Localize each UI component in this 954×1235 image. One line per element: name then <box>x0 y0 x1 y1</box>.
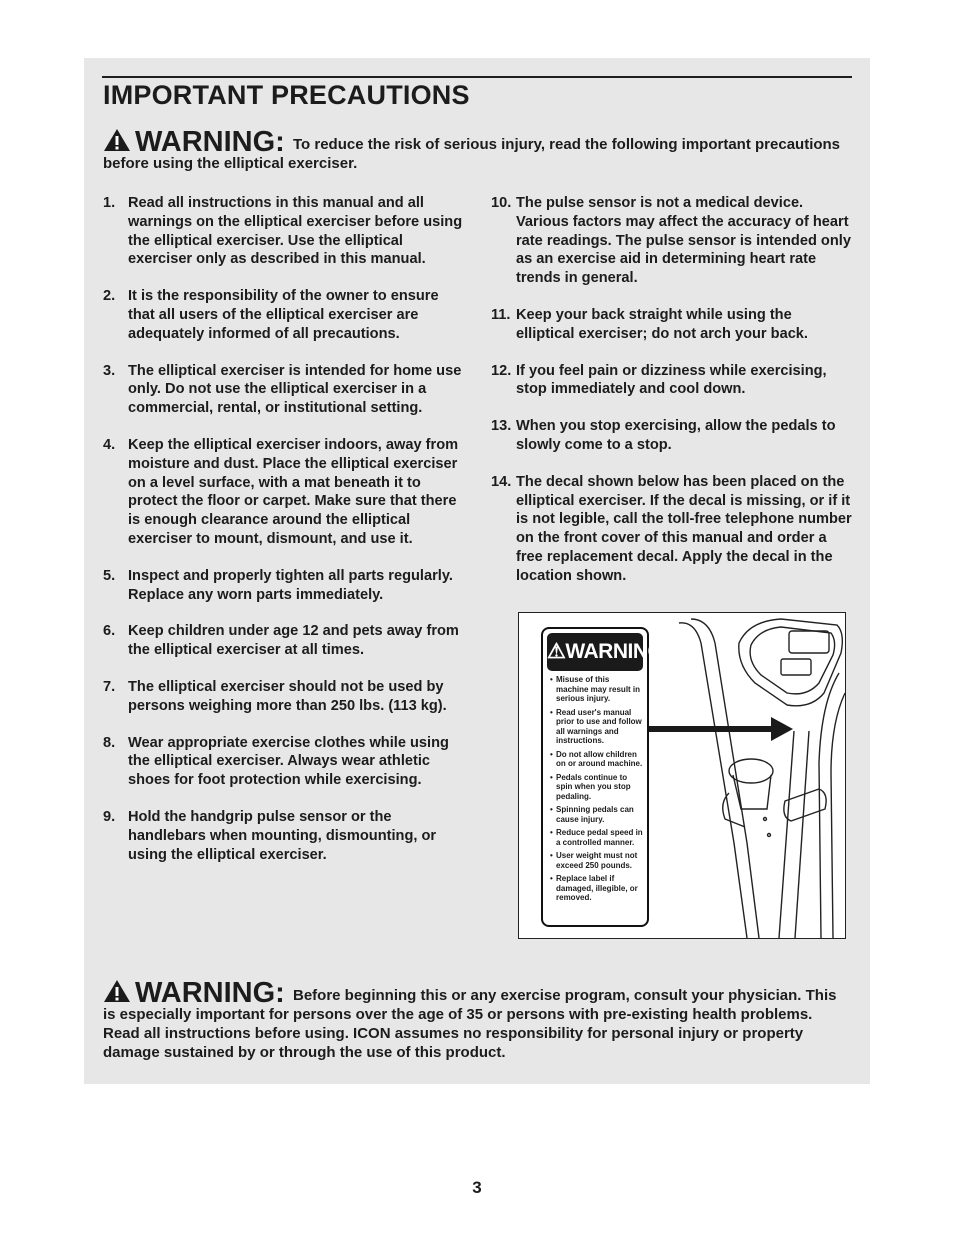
warning-bottom-label: WARNING: <box>135 977 285 1009</box>
precaution-item <box>491 417 853 455</box>
precaution-number: 13. <box>491 418 512 435</box>
page-number: 3 <box>472 1178 482 1197</box>
precaution-text: Hold the handgrip pulse sensor or the handlebars when mounting, dismounting, or using the elliptical exerciser. <box>128 808 437 863</box>
warning-triangle-icon <box>103 979 131 1003</box>
precaution-item <box>103 567 465 605</box>
precaution-item <box>103 287 465 343</box>
precautions-right-column <box>491 194 853 604</box>
precaution-number: 4. <box>103 436 116 453</box>
precautions-left-column <box>103 194 465 882</box>
precaution-text: Keep the elliptical exerciser indoors, away from moisture and dust. Place the elliptical exerciser on a level surface, with a mat beneath it to protect the floor or carpet. Make sure that there is enough clearance around the elliptical exerciser to mount, dismount, and use it. <box>128 436 459 547</box>
precaution-number: 10. <box>491 195 512 211</box>
precaution-number: 9. <box>103 808 116 825</box>
warning-top <box>103 128 853 173</box>
decal-bullet: • Pedals continue to spin when you stop pedaling. <box>551 773 643 802</box>
warning-triangle-icon <box>103 128 131 152</box>
precaution-item <box>491 473 853 586</box>
precaution-item <box>103 436 465 549</box>
precaution-text: When you stop exercising, allow the pedals to slowly come to a stop. <box>516 418 836 453</box>
decal-location-figure <box>518 612 846 939</box>
precaution-number: 3. <box>103 362 116 379</box>
precaution-number: 11. <box>491 306 511 323</box>
decal-bullet-list <box>543 675 647 903</box>
precaution-text: The elliptical exerciser is intended for home use only. Do not use the elliptical exerciser in a commercial, rental, or institutional setting. <box>128 362 462 417</box>
precaution-text: Inspect and properly tighten all parts regularly. Replace any worn parts immediately. <box>128 567 453 603</box>
warning-decal <box>541 627 664 927</box>
precaution-number: 8. <box>103 734 116 751</box>
precaution-item <box>103 622 465 660</box>
precaution-number: 1. <box>103 195 116 211</box>
precaution-number: 12. <box>491 362 512 379</box>
precaution-text: Read all instructions in this manual and all warnings on the elliptical exerciser before using the elliptical exerciser. Use the elliptical exerciser only as described in this manual. <box>128 195 463 268</box>
precaution-text: Keep your back straight while using the elliptical exerciser; do not arch your back. <box>516 306 808 342</box>
decal-heading-text: WARNING <box>565 640 664 663</box>
precaution-text: Keep children under age 12 and pets away from the elliptical exerciser at all times. <box>128 623 459 659</box>
decal-bullet: • User weight must not exceed 250 pounds. <box>551 851 643 870</box>
decal-bullet: • Read user's manual prior to use and follow all warnings and instructions. <box>551 708 643 746</box>
precaution-item <box>103 678 465 716</box>
decal-bullet: • Spinning pedals can cause injury. <box>551 805 643 824</box>
title-rule <box>102 76 852 78</box>
precaution-number: 6. <box>103 623 116 640</box>
decal-warning-icon: ⚠ <box>547 640 566 663</box>
precaution-item <box>103 194 465 269</box>
warning-top-label: WARNING: <box>135 126 285 158</box>
precaution-item <box>103 362 465 418</box>
precaution-item <box>103 734 465 790</box>
decal-bullet: • Replace label if damaged, illegible, or removed. <box>551 874 643 903</box>
warning-top-text: To reduce the risk of serious injury, read the following important precautions before using the elliptical exerciser. <box>103 136 841 172</box>
precaution-number: 5. <box>103 567 116 584</box>
precaution-text: Wear appropriate exercise clothes while using the elliptical exerciser. Always wear athletic shoes for foot protection while exercising. <box>128 734 449 789</box>
precaution-number: 2. <box>103 288 116 305</box>
precaution-text: It is the responsibility of the owner to ensure that all users of the elliptical exerciser are adequately informed of all precautions. <box>128 288 439 342</box>
warning-bottom <box>103 979 853 1062</box>
precaution-text: If you feel pain or dizziness while exercising, stop immediately and cool down. <box>516 362 827 398</box>
precaution-text: The decal shown below has been placed on the elliptical exerciser. If the decal is missing, or if it is not legible, call the toll-free telephone number on the front cover of this manual and order a free replacement decal. Apply the decal in the location shown. <box>516 473 852 584</box>
precaution-text: The pulse sensor is not a medical device. Various factors may affect the accuracy of heart rate readings. The pulse sensor is intended only as an exercise aid in determining heart rate trends in general. <box>516 195 851 287</box>
precaution-item <box>491 306 853 344</box>
warning-bottom-text: Before beginning this or any exercise program, consult your physician. This is especially important for persons over the age of 35 or persons with pre-existing health problems. Read all instructions before using. ICON assumes no responsibility for personal injury or property damage sustained by or through the use of this product. <box>103 987 837 1061</box>
precaution-item <box>491 194 853 288</box>
precaution-number: 7. <box>103 678 116 695</box>
decal-bullet: • Do not allow children on or around machine. <box>551 750 643 769</box>
decal-bullet: • Misuse of this machine may result in serious injury. <box>551 675 643 704</box>
decal-bullet: • Reduce pedal speed in a controlled manner. <box>551 828 643 847</box>
precaution-item <box>491 362 853 400</box>
precaution-number: 14. <box>491 473 512 490</box>
precaution-item <box>103 808 465 864</box>
page-title: IMPORTANT PRECAUTIONS <box>103 80 470 110</box>
precaution-text: The elliptical exerciser should not be used by persons weighing more than 250 lbs. (113 kg). <box>128 678 447 714</box>
decal-heading <box>547 633 664 671</box>
